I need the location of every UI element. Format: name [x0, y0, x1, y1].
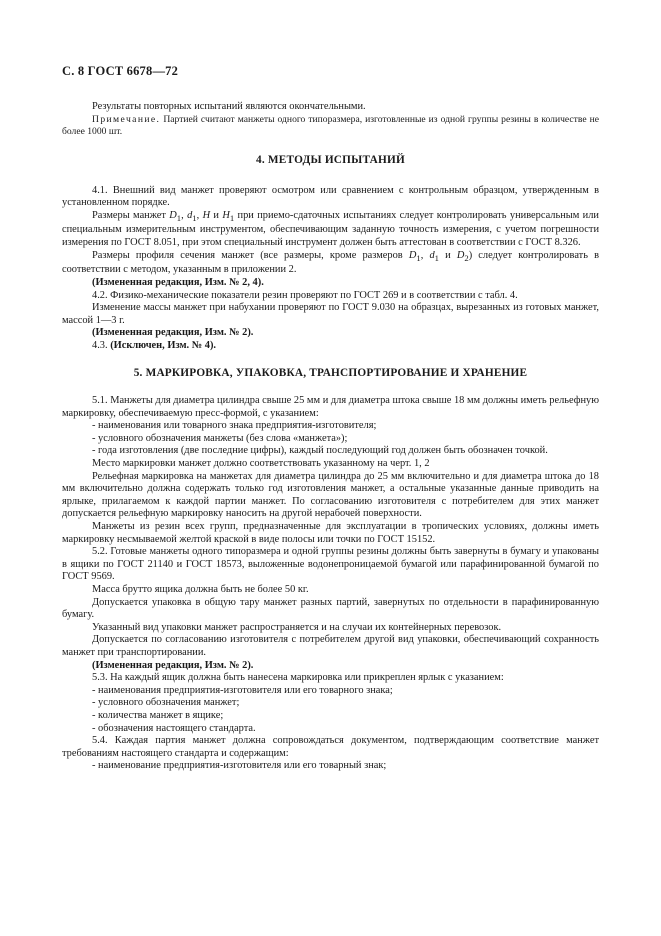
symbol-H: H [202, 209, 211, 221]
note-text: Партией считают манжеты одного типоразмера, изготовленные из одной группы резины в количестве не более 1000 шт. [62, 113, 599, 137]
tropical-paragraph: Манжеты из резин всех групп, предназначенные для эксплуатации в тропических условиях, должны иметь маркировку несмываемой желтой краской в виде полосы или точки по ГОСТ 15152. [62, 521, 599, 545]
relief-marking-paragraph: Рельефная маркировка на манжетах для диаметра цилиндра до 25 мм включительно и для диаметра штока до 18 мм включительно должна содержать только год изготовления манжет, а остальные указанные данные приводить на ярлыке, прилагаемом к каждой партии манжет. По согласованию изготовителя с потребителем для этих манжет допускается рельефную маркировку наносить на другой нерабочей поверхности. [62, 470, 599, 520]
section-4-title: 4. МЕТОДЫ ИСПЫТАНИЙ [256, 154, 405, 166]
symbol-D1: $D_1$ [408, 249, 421, 263]
list-item: - обозначения настоящего стандарта. [92, 722, 256, 734]
paragraph-5-1: 5.1. Манжеты для диаметра цилиндра свыше 25 мм и для диаметра штока свыше 18 мм должны иметь рельефную маркировку, обеспечиваемую пресс-формой, с указанием: [62, 395, 599, 419]
document-body [62, 101, 599, 773]
paragraph-4-3 [62, 340, 599, 353]
paragraph-5-4: 5.4. Каждая партия манжет должна сопровождаться документом, подтверждающим соответствие манжет требованиям настоящего стандарта и содержащим: [62, 735, 599, 759]
paragraph-5-3: 5.3. На каждый ящик должна быть нанесена маркировка или прикреплен ярлык с указанием: [92, 672, 504, 684]
paragraph-5-2: 5.2. Готовые манжеты одного типоразмера и одной группы резины должны быть завернуты в бумагу и упакованы в ящики по ГОСТ 21140 и ГОСТ 18573, выложенные водонепроницаемой бумагой или парафинированной бумагой по ГОСТ 9569. [62, 546, 599, 583]
paragraph-4-2: 4.2. Физико-механические показатели резин проверяют по ГОСТ 269 и в соответствии с табл. 4. [92, 289, 518, 301]
list-item: - наименование предприятия-изготовителя или его товарный знак; [92, 760, 387, 772]
edition-note-2-b: (Измененная редакция, Изм. № 2). [92, 659, 254, 671]
agreement-paragraph: Допускается по согласованию изготовителя с потребителем другой вид упаковки, обеспечивающий сохранность манжет при транспортировании. [62, 634, 599, 658]
paragraph-4-1: 4.1. Внешний вид манжет проверяют осмотром или сравнением с контрольным образцом, утвержденным в установленном порядке. [62, 184, 599, 209]
symbol-D1: $D_1$ [169, 209, 182, 223]
common-package-paragraph: Допускается упаковка в общую тару манжет разных партий, завернутых по отдельности в парафинированную бумагу. [62, 596, 599, 621]
section-5-title: 5. МАРКИРОВКА, УПАКОВКА, ТРАНСПОРТИРОВАНИЕ И ХРАНЕНИЕ [133, 367, 528, 380]
profile-text-rest: ) следует контролировать в соответствии с методом, указанным в приложении 2. [62, 249, 599, 276]
symbol-d1: $d_1$ [429, 249, 439, 263]
note-label: Примечание. [92, 113, 161, 125]
sizes-paragraph: Размеры манжет $D_1$, $d_1$, H и $H_1$ при приемо-сдаточных испытаниях следует контролировать универсальным или специальным измерительным инструментом, обеспечивающим заданную точность измерения, с учетом погрешности измерения по ГОСТ 8.051, при этом специальный инструмент должен быть аттестован в соответствии с ГОСТ 8.326. [62, 209, 599, 249]
profile-text-start: Размеры профиля сечения манжет (все размеры, кроме размеров [92, 249, 409, 261]
edition-note-2-a: (Измененная редакция, Изм. № 2). [92, 327, 254, 339]
gross-mass-paragraph: Масса брутто ящика должна быть не более 50 кг. [92, 583, 309, 595]
mass-paragraph: Изменение массы манжет при набухании проверяют по ГОСТ 9.030 на образцах, вырезанных из готовых манжет, массой 1—3 г. [62, 302, 599, 326]
list-item: - условного обозначения манжет; [92, 697, 240, 709]
list-item: - наименования предприятия-изготовителя или его товарного знака; [92, 684, 393, 696]
symbol-d1: $d_1$ [187, 209, 197, 223]
list-item: - условного обозначения манжеты (без слова «манжета»); [92, 432, 348, 444]
results-paragraph: Результаты повторных испытаний являются окончательными. [92, 101, 366, 112]
edition-note-2-4: (Измененная редакция, Изм. № 2, 4). [92, 276, 264, 288]
profile-paragraph: Размеры профиля сечения манжет (все размеры, кроме размеров $D_1$, $d_1$ и $D_2$) следует контролировать в соответствии с методом, указанным в приложении 2. [62, 249, 599, 276]
sizes-text-rest: при приемо-сдаточных испытаниях следует контролировать универсальным или специальным измерительным инструментом, обеспечивающим заданную точность измерения, с учетом погрешности измерения по ГОСТ 8.051, при этом специальный инструмент должен быть аттестован в соответствии с ГОСТ 8.326. [62, 209, 599, 249]
marking-place-paragraph: Место маркировки манжет должно соответствовать указанному на черт. 1, 2 [92, 458, 430, 470]
container-paragraph: Указанный вид упаковки манжет распространяется и на случаи их контейнерных перевозок. [92, 621, 502, 633]
symbol-D2: $D_2$ [456, 249, 469, 263]
list-item: - количества манжет в ящике; [92, 709, 224, 721]
symbol-H1: $H_1$ [222, 209, 235, 223]
paragraph-4-3-excluded: (Исключен, Изм. № 4). [110, 339, 217, 351]
page-header: С. 8 ГОСТ 6678—72 [62, 64, 179, 78]
sizes-text-start: Размеры манжет [92, 209, 170, 221]
list-item: - года изготовления (две последние цифры), каждый последующий год должен быть обозначен точкой. [92, 445, 548, 457]
note-paragraph [62, 114, 599, 138]
paragraph-4-3-number: 4.3. [92, 339, 111, 351]
list-item: - наименования или товарного знака предприятия-изготовителя; [92, 420, 377, 432]
